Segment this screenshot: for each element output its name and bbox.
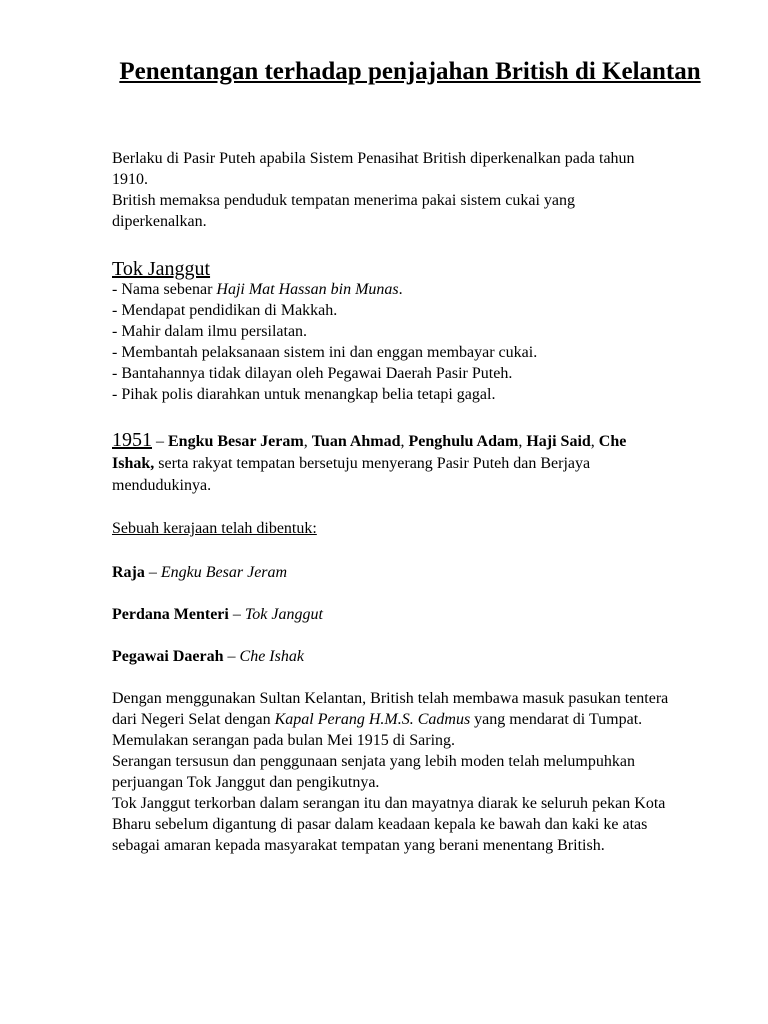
role-title: Raja [112, 564, 145, 581]
aftermath-section [112, 688, 672, 856]
event-description: serta rakyat tempatan bersetuju menyerang Pasir Puteh dan Berjaya mendudukinya. [112, 455, 591, 494]
role-perdana-menteri: Perdana Menteri – Tok Janggut [112, 606, 323, 623]
list-item-name [112, 279, 672, 300]
list-item: - Pihak polis diarahkan untuk menangkap belia tetapi gagal. [112, 386, 496, 403]
person-name: Che Ishak, [112, 433, 627, 472]
event-year: 1951 [112, 429, 152, 451]
role-title: Pegawai Daerah [112, 648, 224, 665]
role-raja: Raja – Engku Besar Jeram [112, 564, 288, 581]
aftermath-paragraph-4: Tok Janggut terkorban dalam serangan itu dan mayatnya diarak ke seluruh pekan Kota Bharu sebelum digantung di pasar dalam keadaan kepala ke bawah dan kaki ke atas sebagai amaran kepada masyarakat tempatan yang berani menentang British. [112, 795, 666, 854]
government-heading: Sebuah kerajaan telah dibentuk: [112, 520, 317, 537]
intro-section [112, 148, 672, 232]
list-item: - Mendapat pendidikan di Makkah. [112, 302, 338, 319]
name-suffix: . [398, 281, 403, 298]
aftermath-paragraph-2: Memulakan serangan pada bulan Mei 1915 di Saring. [112, 732, 456, 749]
role-person: Che Ishak [239, 648, 304, 665]
person-name: Tuan Ahmad [311, 433, 401, 450]
real-name: Haji Mat Hassan bin Munas [216, 281, 399, 298]
role-person: Tok Janggut [244, 606, 323, 623]
tok-janggut-heading: Tok Janggut [112, 258, 211, 280]
role-person: Engku Besar Jeram [160, 564, 288, 581]
person-name: Haji Said [526, 433, 591, 450]
role-title: Perdana Menteri [112, 606, 229, 623]
role-pegawai-daerah: Pegawai Daerah – Che Ishak [112, 648, 304, 665]
aftermath-paragraph-1: Dengan menggunakan Sultan Kelantan, British telah membawa masuk pasukan tentera dari Negeri Selat dengan Kapal Perang H.M.S. Cadmus yang mendarat di Tumpat. [112, 690, 669, 728]
name-prefix: - Nama sebenar [112, 281, 217, 298]
intro-line-1: Berlaku di Pasir Puteh apabila Sistem Penasihat British diperkenalkan pada tahun 1910. [112, 150, 635, 188]
ship-name: Kapal Perang H.M.S. Cadmus [274, 711, 471, 728]
intro-line-2: British memaksa penduduk tempatan menerima pakai sistem cukai yang diperkenalkan. [112, 192, 575, 230]
person-name: Penghulu Adam [408, 433, 519, 450]
aftermath-paragraph-3: Serangan tersusun dan penggunaan senjata yang lebih moden telah melumpuhkan perjuangan Tok Janggut dan pengikutnya. [112, 753, 635, 791]
person-name: Engku Besar Jeram [168, 433, 304, 450]
event-1951-paragraph: 1951 – Engku Besar Jeram, Tuan Ahmad, Penghulu Adam, Haji Said, Che Ishak, serta rakyat tempatan bersetuju menyerang Pasir Puteh dan Berjaya mendudukinya. [112, 429, 627, 494]
list-item: - Membantah pelaksanaan sistem ini dan enggan membayar cukai. [112, 344, 538, 361]
list-item: - Mahir dalam ilmu persilatan. [112, 323, 308, 340]
event-dash: – [152, 433, 168, 450]
list-item: - Bantahannya tidak dilayan oleh Pegawai Daerah Pasir Puteh. [112, 365, 513, 382]
tok-janggut-list [112, 279, 672, 405]
document-title: Penentangan terhadap penjajahan British di Kelantan [119, 58, 701, 85]
